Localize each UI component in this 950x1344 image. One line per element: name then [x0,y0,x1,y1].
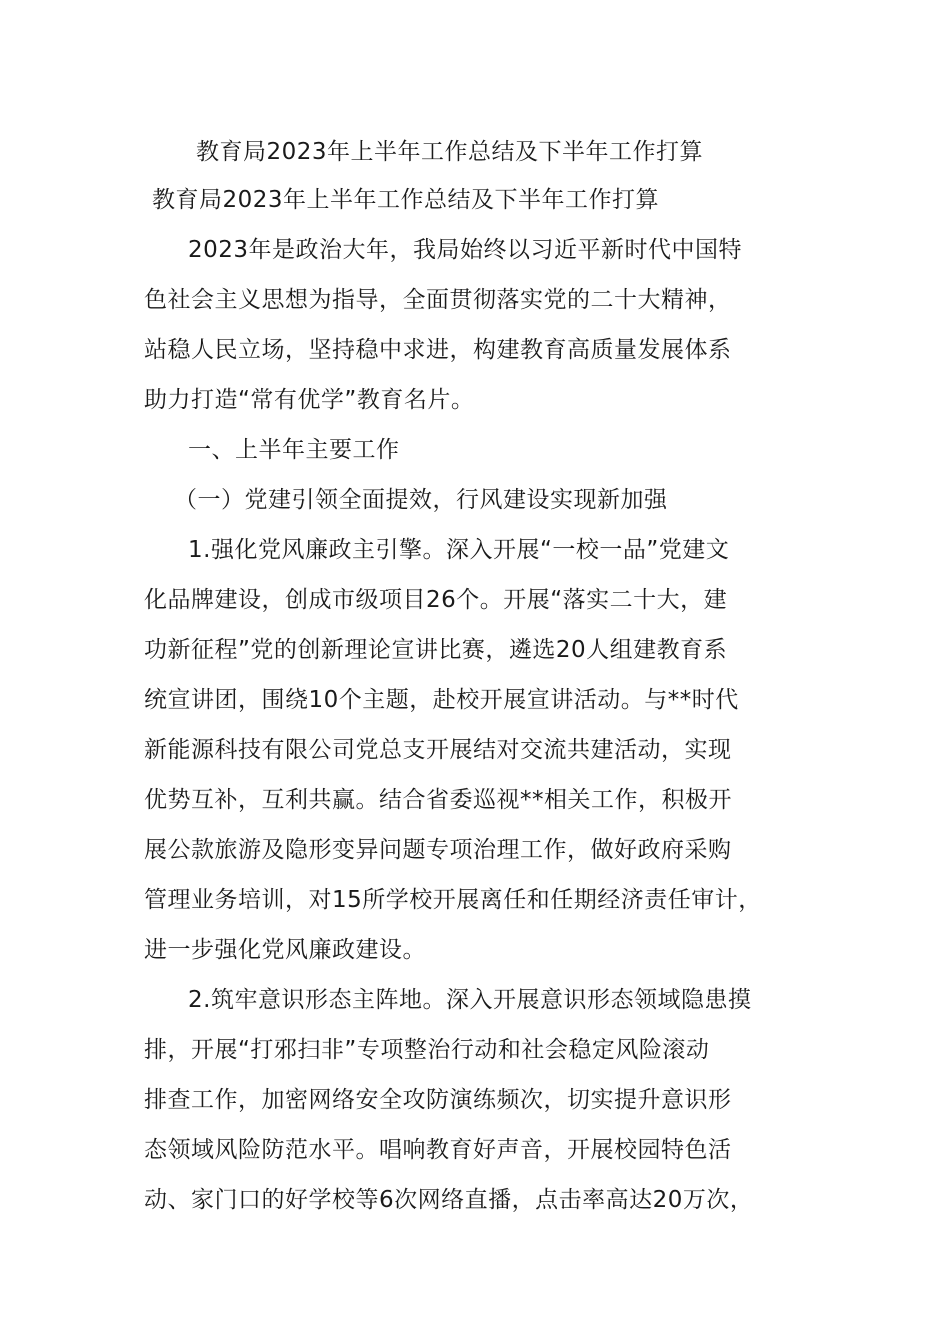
paragraph-line: 2.筑牢意识形态主阵地。深入开展意识形态领域隐患摸 [188,987,752,1013]
paragraph-line: 进一步强化党风廉政建设。 [144,937,426,963]
paragraph-line: 态领域风险防范水平。唱响教育好声音，开展校园特色活 [144,1137,732,1163]
document-title: 教育局2023年上半年工作总结及下半年工作打算 [196,139,704,165]
section-heading: 一、上半年主要工作 [188,437,400,463]
paragraph-line: 排，开展“打邪扫非”专项整治行动和社会稳定风险滚动 [144,1037,710,1063]
intro-line: 助力打造“常有优学”教育名片。 [144,387,475,413]
document-subtitle: 教育局2023年上半年工作总结及下半年工作打算 [152,187,660,213]
paragraph-line: 1.强化党风廉政主引擎。深入开展“一校一品”党建文 [188,537,730,563]
subsection-heading: （一）党建引领全面提效，行风建设实现新加强 [174,487,668,513]
intro-line: 站稳人民立场，坚持稳中求进，构建教育高质量发展体系 [144,337,732,363]
paragraph-line: 优势互补，互利共赢。结合省委巡视**相关工作，积极开 [144,787,732,813]
paragraph-line: 化品牌建设，创成市级项目26个。开展“落实二十大，建 [144,587,728,613]
intro-line: 色社会主义思想为指导，全面贯彻落实党的二十大精神， [144,287,732,313]
paragraph-line: 功新征程”党的创新理论宣讲比赛，遴选20人组建教育系 [144,637,728,663]
paragraph-line: 展公款旅游及隐形变异问题专项治理工作，做好政府采购 [144,837,732,863]
paragraph-line: 统宣讲团，围绕10个主题，赴校开展宣讲活动。与**时代 [144,687,739,713]
paragraph-line: 管理业务培训，对15所学校开展离任和任期经济责任审计， [144,887,762,913]
paragraph-line: 排查工作，加密网络安全攻防演练频次，切实提升意识形 [144,1087,732,1113]
intro-line: 2023年是政治大年，我局始终以习近平新时代中国特 [188,237,743,263]
paragraph-line: 新能源科技有限公司党总支开展结对交流共建活动，实现 [144,737,732,763]
paragraph-line: 动、家门口的好学校等6次网络直播，点击率高达20万次， [144,1187,754,1213]
